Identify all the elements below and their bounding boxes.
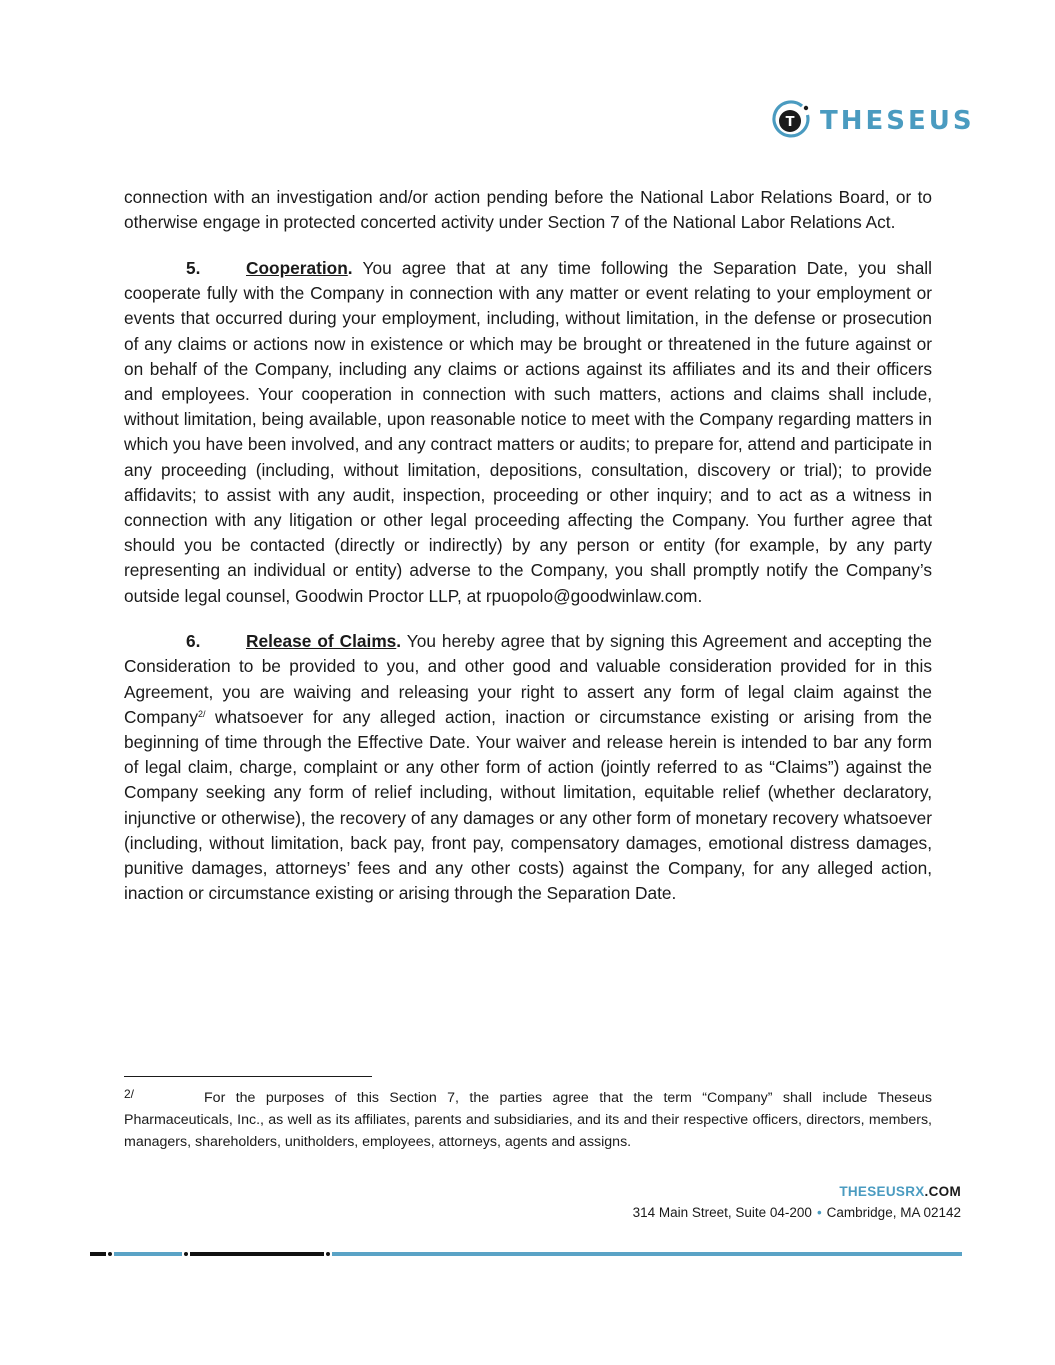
footer-bar-segment — [332, 1252, 962, 1256]
section-6-heading: Release of Claims — [246, 631, 397, 652]
footer-bar-dot — [326, 1252, 330, 1256]
brand-name: THESEUS — [820, 106, 975, 136]
theseus-logo-icon — [770, 100, 812, 142]
section-5-heading-punct: . — [347, 257, 353, 278]
section-5-paragraph — [124, 256, 932, 609]
section-6-number: 6. — [186, 631, 201, 652]
footer-bar-segment — [90, 1252, 106, 1256]
document-body — [124, 185, 932, 927]
theseus-logo — [770, 100, 975, 142]
website-tld: .COM — [924, 1184, 961, 1199]
footer-bar-dot — [108, 1252, 112, 1256]
company-address — [633, 1205, 961, 1220]
logo-monogram: T — [785, 115, 795, 130]
footnote-text: For the purposes of this Section 7, the parties agree that the term “Company” shall include Theseus Pharmaceuticals, Inc., as well as its affiliates, parents and subsidiaries, and its and their respective officers, directors, members, managers, shareholders, unitholders, employees, attorneys, agents and assigns. — [124, 1090, 932, 1150]
section-6-text-after-ref: whatsoever for any alleged action, inaction or circumstance existing or arising from the beginning of time through the Effective Date. Your waiver and release herein is intended to bar any form of legal claim, charge, complaint or any other form of action (jointly referred to as “Claims”) against the Company seeking any form of relief including, without limitation, equitable relief (whether declaratory, injunctive or otherwise), the recovery of any damages or any other form of monetary recovery whatsoever (including, without limitation, back pay, front pay, compensatory damages, emotional distress damages, punitive damages, attorneys’ fees and any other costs) against the Company, for any alleged action, inaction or circumstance existing or arising through the Separation Date. — [124, 706, 932, 904]
section-5-heading: Cooperation — [246, 257, 348, 278]
footnote-divider — [124, 1076, 372, 1077]
footnote-reference[interactable]: 2/ — [197, 708, 206, 719]
section-6-paragraph — [124, 629, 932, 906]
footer-bar-dot — [184, 1252, 188, 1256]
footnote-marker: 2/ — [124, 1087, 135, 1101]
address-separator: • — [816, 1205, 822, 1220]
section-6-text-before-ref: You hereby agree that by signing this Agreement and accepting the Consideration to be provided to you, and other good and valuable consideration provided for in this Agreement, you are waiving and releasing your right to assert any form of legal claim against the Company — [124, 631, 932, 727]
section-5-number: 5. — [186, 257, 201, 278]
website-link[interactable] — [839, 1184, 961, 1199]
address-street: 314 Main Street, Suite 04-200 — [632, 1205, 812, 1220]
section-6-heading-punct: . — [396, 631, 402, 652]
address-city: Cambridge, MA 02142 — [826, 1205, 961, 1220]
footer-bar-segment — [114, 1252, 182, 1256]
section-5-text: You agree that at any time following the Separation Date, you shall cooperate fully with the Company in connection with any matter or event relating to your employment or events that occurred during your employment, including, without limitation, in the defense or prosecution of any claims or actions now in existence or which may be brought or threatened in the future against or on behalf of the Company, including any claims or actions against its affiliates and its and their officers and employees. Your cooperation in connection with such matters, actions and claims shall include, without limitation, being available, upon reasonable notice to meet with the Company regarding matters in which you have been involved, and any contract matters or audits; to prepare for, attend and participate in any proceeding (including, without limitation, depositions, consultation, discovery or trial); to provide affidavits; to assist with any audit, inspection, proceeding or other inquiry; and to act as a witness in connection with any litigation or other legal proceeding affecting the Company. You further agree that should you be contacted (directly or indirectly) by any person or entity (for example, by any party representing an individual or entity) adverse to the Company, you shall promptly notify the Company’s outside legal counsel, Goodwin Proctor LLP, at rpuopolo@goodwinlaw.com. — [124, 257, 932, 606]
footer-bar-segment — [190, 1252, 324, 1256]
website-name: THESEUSRX — [839, 1184, 925, 1199]
footnote — [124, 1087, 932, 1153]
intro-paragraph: connection with an investigation and/or action pending before the National Labor Relations Board, or to otherwise engage in protected concerted activity under Section 7 of the National Labor Relations Act. — [124, 187, 932, 233]
